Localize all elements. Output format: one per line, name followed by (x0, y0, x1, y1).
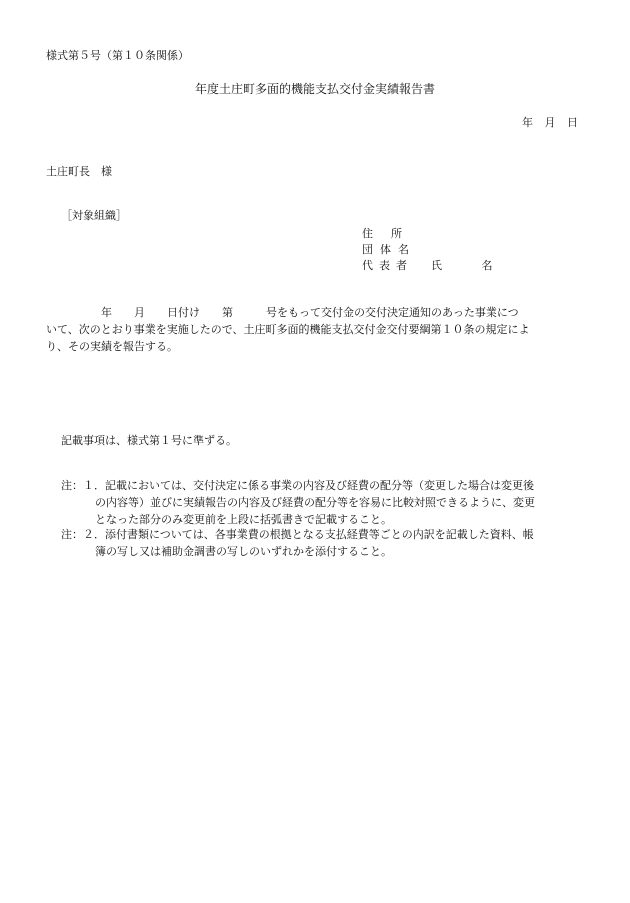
document-title: 年度土庄町多面的機能支払交付金実績報告書 (194, 82, 435, 96)
date-line: 年 月 日 (522, 116, 578, 129)
address-field-label (362, 225, 420, 241)
representative-label: 代表者 (362, 259, 413, 272)
addressee: 土庄町長 様 (46, 165, 112, 178)
notes-instruction: 記載事項は、様式第１号に準ずる。 (61, 434, 237, 447)
note-2-line-2: 簿の写し又は補助金調書の写しのいずれかを添付すること。 (95, 545, 392, 558)
note-1 (61, 477, 591, 528)
body-line-3: り、その実績を報告する。 (46, 340, 178, 353)
representative-field-label (362, 257, 511, 273)
body-line-1: 年 月 日付け 第 号をもって交付金の交付決定通知のあった事業につ (46, 306, 519, 319)
target-organization-label: ［対象組織］ (61, 209, 127, 222)
representative-name-label: 氏 名 (431, 259, 511, 272)
report-body (46, 304, 586, 355)
note-1-line-1: 注：１．記載においては、交付決定に係る事業の内容及び経費の配分等（変更した場合は変更後 (61, 479, 534, 492)
address-label: 住所 (362, 227, 420, 240)
note-2 (61, 526, 591, 560)
note-1-line-2: の内容等）並びに実績報告の内容及び経費の配分等を容易に比較対照できるように、変更 (95, 496, 535, 509)
note-1-line-3: となった部分のみ変更前を上段に括弧書きで記載すること。 (95, 513, 392, 526)
note-2-line-1: 注：２．添付書類については、各事業費の根拠となる支払経費等ごとの内訳を記載した資料、帳 (61, 528, 534, 541)
body-line-2: いて、次のとおり事業を実施したので、土庄町多面的機能支払交付金交付要綱第１０条の規定によ (46, 323, 530, 336)
form-number: 様式第５号（第１０条関係） (46, 49, 189, 62)
group-name-field-label (362, 241, 416, 257)
group-name-label: 団体名 (362, 243, 416, 256)
